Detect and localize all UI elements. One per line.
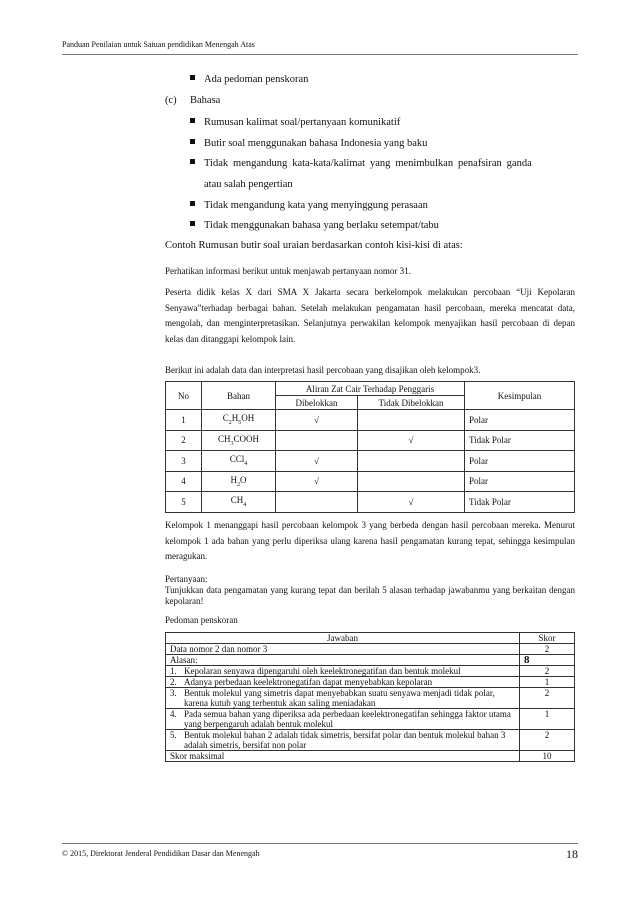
section-label: (c): [165, 95, 177, 106]
cell-kesimpulan: Polar: [465, 471, 575, 492]
score-row-text: Data nomor 2 dan nomor 3: [166, 644, 520, 655]
item-number: 1.: [170, 666, 177, 676]
score-row: [166, 709, 575, 730]
contoh-heading: Contoh Rumusan butir soal uraian berdasarkan contoh kisi-kisi di atas:: [165, 240, 463, 251]
score-row: [166, 751, 575, 762]
score-header-row: [166, 633, 575, 644]
bullet-icon: [190, 75, 195, 80]
table-row: [166, 492, 575, 513]
bullet-text: Ada pedoman penskoran: [204, 74, 309, 85]
item-number: 2.: [170, 677, 177, 687]
item-number: 3.: [170, 688, 177, 698]
bullet-item: [190, 219, 439, 233]
cell-tidak-dibelokkan: [358, 410, 465, 431]
pertanyaan-label: Pertanyaan:: [165, 574, 208, 584]
score-row-skor: 2: [520, 688, 575, 709]
cell-no: 5: [166, 492, 202, 513]
cell-kesimpulan: Tidak Polar: [465, 430, 575, 451]
page-header: [62, 40, 578, 55]
bullet-icon: [190, 221, 195, 226]
cell-tidak-dibelokkan: √: [358, 430, 465, 451]
cell-dibelokkan: √: [276, 410, 358, 431]
score-row: [166, 644, 575, 655]
score-row-skor: 2: [520, 666, 575, 677]
cell-kesimpulan: Polar: [465, 410, 575, 431]
score-row-text: Skor maksimal: [166, 751, 520, 762]
table-row: [166, 430, 575, 451]
bullet-icon: [190, 159, 195, 164]
bullet-text: Rumusan kalimat soal/pertanyaan komunikatif: [204, 117, 401, 128]
score-row-skor: 2: [520, 730, 575, 751]
pertanyaan-text: Tunjukkan data pengamatan yang kurang tepat dan berilah 5 alasan terhadap jawabanmu yang berkaitan dengan kepolaran!: [165, 585, 575, 606]
th-tidak-dibelokkan: Tidak Dibelokkan: [358, 396, 465, 410]
paragraph-2: Berikut ini adalah data dan interpretasi hasil percobaan yang disajikan oleh kelompok3.: [165, 365, 481, 375]
table-row: [166, 471, 575, 492]
pedoman-label: Pedoman penskoran: [165, 615, 238, 625]
item-text: Pada semua bahan yang diperiksa ada perbedaan keelektronegatifan sehingga faktor utama yang berpengaruh adalah bentuk molekul: [184, 709, 511, 729]
cell-kesimpulan: Polar: [465, 451, 575, 472]
th-dibelokkan: Dibelokkan: [276, 396, 358, 410]
item-text: Adanya perbedaan keelektronegatifan dapat menyebabkan kepolaran: [184, 677, 433, 687]
score-row-text: Alasan:: [166, 655, 520, 666]
bullet-pedoman: [190, 73, 308, 87]
score-row-skor: 1: [520, 677, 575, 688]
intro-text: Perhatikan informasi berikut untuk menjawab pertanyaan nomor 31.: [165, 266, 411, 276]
bullet-text: Tidak mengandung kata-kata/kalimat yang menimbulkan penafsiran ganda: [204, 158, 532, 169]
section-title: Bahasa: [190, 95, 221, 106]
cell-dibelokkan: √: [276, 471, 358, 492]
page-number: 18: [566, 847, 578, 861]
cell-kesimpulan: Tidak Polar: [465, 492, 575, 513]
th-bahan: Bahan: [202, 382, 276, 410]
data-table: [165, 381, 575, 513]
paragraph-3: Kelompok 1 menanggapi hasil percobaan kelompok 3 yang berbeda dengan hasil percobaan mereka. Menurut kelompok 1 ada bahan yang perlu diperiksa ulang karena hasil pengamatan kurang tepat, sehingga kesimpulan meragukan.: [165, 520, 575, 561]
page-footer: [62, 843, 578, 861]
bullet-icon: [190, 139, 195, 144]
bullet-text: Butir soal menggunakan bahasa Indonesia yang baku: [204, 138, 428, 149]
bullet-text: Tidak mengandung kata yang menyinggung perasaan: [204, 200, 428, 211]
cell-dibelokkan: [276, 430, 358, 451]
item-text: Kepolaran senyawa dipengaruhi oleh keelektronegatifan dan bentuk molekul: [184, 666, 461, 676]
cell-tidak-dibelokkan: [358, 471, 465, 492]
cell-bahan: $C_2H_5OH$: [202, 410, 276, 431]
bullet-item: [190, 157, 578, 171]
cell-bahan: $H_2O$: [202, 471, 276, 492]
header-text: Panduan Penilaian untuk Satuan pendidikan Menengah Atas: [62, 40, 255, 49]
bullet-text: Tidak menggunakan bahasa yang berlaku setempat/tabu: [204, 220, 439, 231]
th-kesimpulan: Kesimpulan: [465, 382, 575, 410]
score-row: [166, 677, 575, 688]
score-row: [166, 666, 575, 677]
table-row: [166, 410, 575, 431]
bullet-continuation: atau salah pengertian: [204, 179, 293, 190]
cell-bahan: $CH_3COOH$: [202, 430, 276, 451]
bullet-item: [190, 199, 428, 213]
item-number: 5.: [170, 730, 177, 740]
cell-tidak-dibelokkan: [358, 451, 465, 472]
table-row: [166, 451, 575, 472]
footer-text: © 2015, Direktorat Jenderal Pendidikan Dasar dan Menengah: [62, 849, 260, 858]
cell-no: 3: [166, 451, 202, 472]
score-row: [166, 730, 575, 751]
th-aliran: Aliran Zat Cair Terhadap Penggaris: [276, 382, 465, 396]
bullet-icon: [190, 118, 195, 123]
item-number: 4.: [170, 709, 177, 719]
th-skor: Skor: [520, 633, 575, 644]
cell-bahan: CCl$_4$: [202, 451, 276, 472]
cell-no: 4: [166, 471, 202, 492]
bullet-icon: [190, 201, 195, 206]
cell-dibelokkan: √: [276, 451, 358, 472]
score-row-skor: 10: [520, 751, 575, 762]
score-row-skor: 2: [520, 644, 575, 655]
cell-dibelokkan: [276, 492, 358, 513]
item-text: Bentuk molekul yang simetris dapat menyebabkan suatu senyawa menjadi tidak polar, karena kutub yang terbentuk akan saling meniadakan: [184, 688, 495, 708]
th-no: No: [166, 382, 202, 410]
cell-no: 1: [166, 410, 202, 431]
th-jawaban: Jawaban: [166, 633, 520, 644]
score-row: [166, 688, 575, 709]
score-row-skor: 8: [520, 655, 575, 666]
item-text: Bentuk molekul bahan 2 adalah tidak simetris, bersifat polar dan bentuk molekul bahan 3 adalah simetris, bersifat non polar: [184, 730, 506, 750]
cell-bahan: $CH_4$: [202, 492, 276, 513]
score-table: [165, 632, 575, 762]
score-row-skor: 1: [520, 709, 575, 730]
cell-no: 2: [166, 430, 202, 451]
paragraph-1: Peserta didik kelas X dari SMA X Jakarta secara berkelompok melakukan percobaan “Uji Kepolaran Senyawa”terhadap berbagai bahan. Setelah melakukan pengamatan hasil percobaan, mereka mencatat data, mengolah, dan menginterpretasikan. Selanjutnya perwakilan kelompok menyajikan hasil percobaan di depan kelas dan ditanggapi kelompok lain.: [165, 287, 575, 344]
bullet-item: [190, 137, 427, 151]
score-row: [166, 655, 575, 666]
cell-tidak-dibelokkan: √: [358, 492, 465, 513]
bullet-item: [190, 116, 400, 130]
